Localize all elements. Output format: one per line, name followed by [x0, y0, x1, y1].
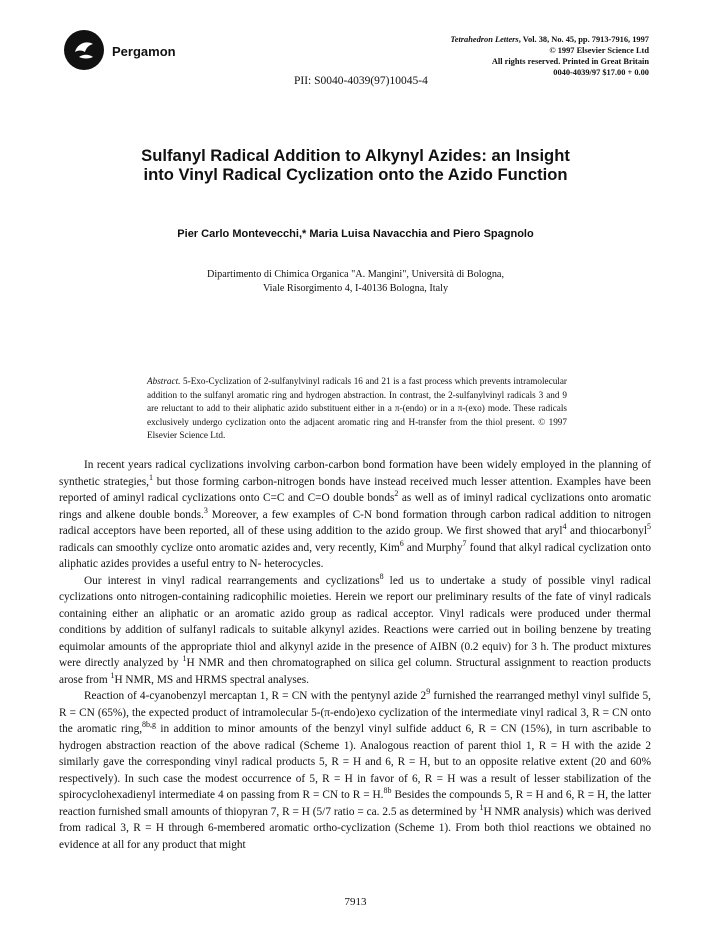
text-span: but those forming carbon-nitrogen bonds have instead received much lesser attention. Examples have been reported of aminyl radical cyclizations onto C=C and C=O double bonds — [59, 475, 651, 504]
journal-volume: , Vol. 38, No. 45, pp. 7913-7916, 1997 — [518, 35, 649, 44]
rights-line: All rights reserved. Printed in Great Britain — [491, 57, 649, 66]
title-line-2: into Vinyl Radical Cyclization onto the Azido Function — [143, 165, 568, 184]
abstract-label: Abstract. — [147, 376, 181, 386]
text-span: Moreover, a few examples of C-N bond formation through carbon radical addition to nitrogen radical acceptors have been reported, all of these using addition to the azido group. We first showed that aryl — [59, 508, 651, 537]
journal-info — [450, 34, 649, 78]
text-span: Besides the compounds 5, R = H and 6, R = H, the latter reaction furnished small amounts of thiopyran 7, R = H (5/7 ratio = ca. 2.5 as determined by — [59, 789, 651, 818]
ref-sup: 6 — [399, 538, 404, 548]
page-number: 7913 — [344, 896, 367, 908]
ref-sup: 9 — [426, 687, 431, 697]
ref-sup: 1 — [149, 472, 154, 482]
text-span: and thiocarbonyl — [566, 525, 647, 537]
paragraph-3 — [59, 688, 651, 853]
ref-sup: 7 — [462, 538, 467, 548]
text-span: led us to undertake a study of possible vinyl radical cyclizations onto nitrogen-containing radicophilic moieties. Herein we report our preliminary results of the fate of vinyl radicals containing either an aliphatic or an aromatic azido group as radical acceptor. Vinyl radicals were produced under thermal conditions by addition of sulfanyl radicals to suitable alkynyl azides. Reactions were carried out in boiling benzene by treating equimolar amounts of the appropriate thiol and alkynyl azide in the presence of AIBN (0.2 equiv) for 3 h. The product mixtures were directly analyzed by — [59, 574, 651, 669]
ref-sup: 4 — [562, 522, 567, 532]
text-span: and Murphy — [403, 541, 463, 554]
text-span: Reaction of 4-cyanobenzyl mercaptan 1, R = CN with the pentynyl azide 2 — [84, 690, 427, 702]
publisher-name: Pergamon — [112, 44, 176, 59]
affiliation — [0, 268, 711, 296]
text-span: Our interest in vinyl radical rearrangements and cyclizations — [84, 574, 380, 587]
journal-name: Tetrahedron Letters — [450, 35, 519, 44]
ref-sup: 5 — [647, 522, 651, 532]
affiliation-line-2: Viale Risorgimento 4, I-40136 Bologna, Italy — [262, 283, 449, 294]
text-span: found that alkyl radical cyclization onto aliphatic azides provides a useful entry to N- heterocycles. — [59, 541, 651, 570]
text-span: radicals can smoothly cyclize onto aromatic azides and, very recently, Kim — [59, 541, 400, 554]
title-line-1: Sulfanyl Radical Addition to Alkynyl Azides: an Insight — [141, 146, 570, 165]
text-span: H NMR analysis) which was derived from radical 3, R = H through 6-membered aromatic ortho-cyclization (Scheme 1). From both thiol reactions we obtained no evidence at all for any product that might — [59, 805, 651, 851]
isotope-sup: 1 — [110, 670, 115, 680]
abstract — [147, 375, 567, 443]
journal-citation — [450, 34, 649, 45]
pergamon-logo — [64, 30, 104, 70]
pii: PII: S0040-4039(97)10045-4 — [294, 75, 428, 87]
text-span: furnished the rearranged methyl vinyl sulfide 5, R = CN (65%), the expected product of intramolecular 5-(π-endo)exo cyclization of the intermediate vinyl radical 3, R = CN onto the aromatic ring, — [59, 690, 651, 735]
text-span: H NMR and then chromatographed on silica gel column. Structural assignment to reaction products arose from — [59, 657, 652, 686]
ref-sup: 8 — [379, 571, 384, 581]
abstract-text: 5-Exo-Cyclization of 2-sulfanylvinyl radicals 16 and 21 is a fast process which prevents intramolecular addition to the sulfanyl aromatic ring and hydrogen abstraction. In contrast, the 2-sulfanylvinyl radicals 3 and 9 are reluctant to add to their aliphatic azido substituent either in a π-(endo) or in a π-(exo) mode. These radicals exclusively undergo cyclization onto the adjacent aromatic ring and H-transfer from the thiol present. © 1997 Elsevier Science Ltd. — [147, 376, 567, 441]
ref-sup: 2 — [394, 489, 399, 499]
paragraph-1 — [59, 457, 651, 573]
ref-sup: 8b,g — [142, 720, 157, 730]
affiliation-line-1: Dipartimento di Chimica Organica "A. Mangini", Università di Bologna, — [206, 269, 504, 280]
isotope-sup: 1 — [182, 654, 187, 664]
authors: Pier Carlo Montevecchi,* Maria Luisa Navacchia and Piero Spagnolo — [177, 228, 534, 240]
body-text — [59, 457, 651, 853]
copyright-line: © 1997 Elsevier Science Ltd — [549, 46, 649, 55]
isotope-sup: 1 — [479, 802, 484, 812]
text-span: as well as of iminyl radical cyclizations onto aromatic rings and alkene double bonds. — [59, 492, 652, 521]
paragraph-2 — [59, 573, 651, 689]
text-span: H NMR, MS and HRMS spectral analyses. — [114, 673, 309, 686]
ref-sup: 8b — [383, 786, 392, 796]
ref-sup: 3 — [203, 505, 208, 515]
paper-title — [0, 146, 711, 184]
text-span: in addition to minor amounts of the benzyl vinyl sulfide adduct 6, R = CN (15%), in turn ascribable to hydrogen abstraction reaction of the above radical (Scheme 1). Analogous reaction of parent thiol 1, R = H with the azide 2 similarly gave the corresponding vinyl radical products 5, R = H and 6, R = H, but to an opposite relative extent (20 and 60% respectively). In such case the modest occurrence of 5, R = H in favor of 6, R = H was a result of lesser stabilization of the spirocyclohexadienyl intermediate 4 on passing from R = CN to R = H. — [59, 723, 651, 801]
text-span: In recent years radical cyclizations involving carbon-carbon bond formation have been widely employed in the planning of synthetic strategies, — [59, 459, 651, 488]
price-line: 0040-4039/97 $17.00 + 0.00 — [553, 68, 649, 77]
